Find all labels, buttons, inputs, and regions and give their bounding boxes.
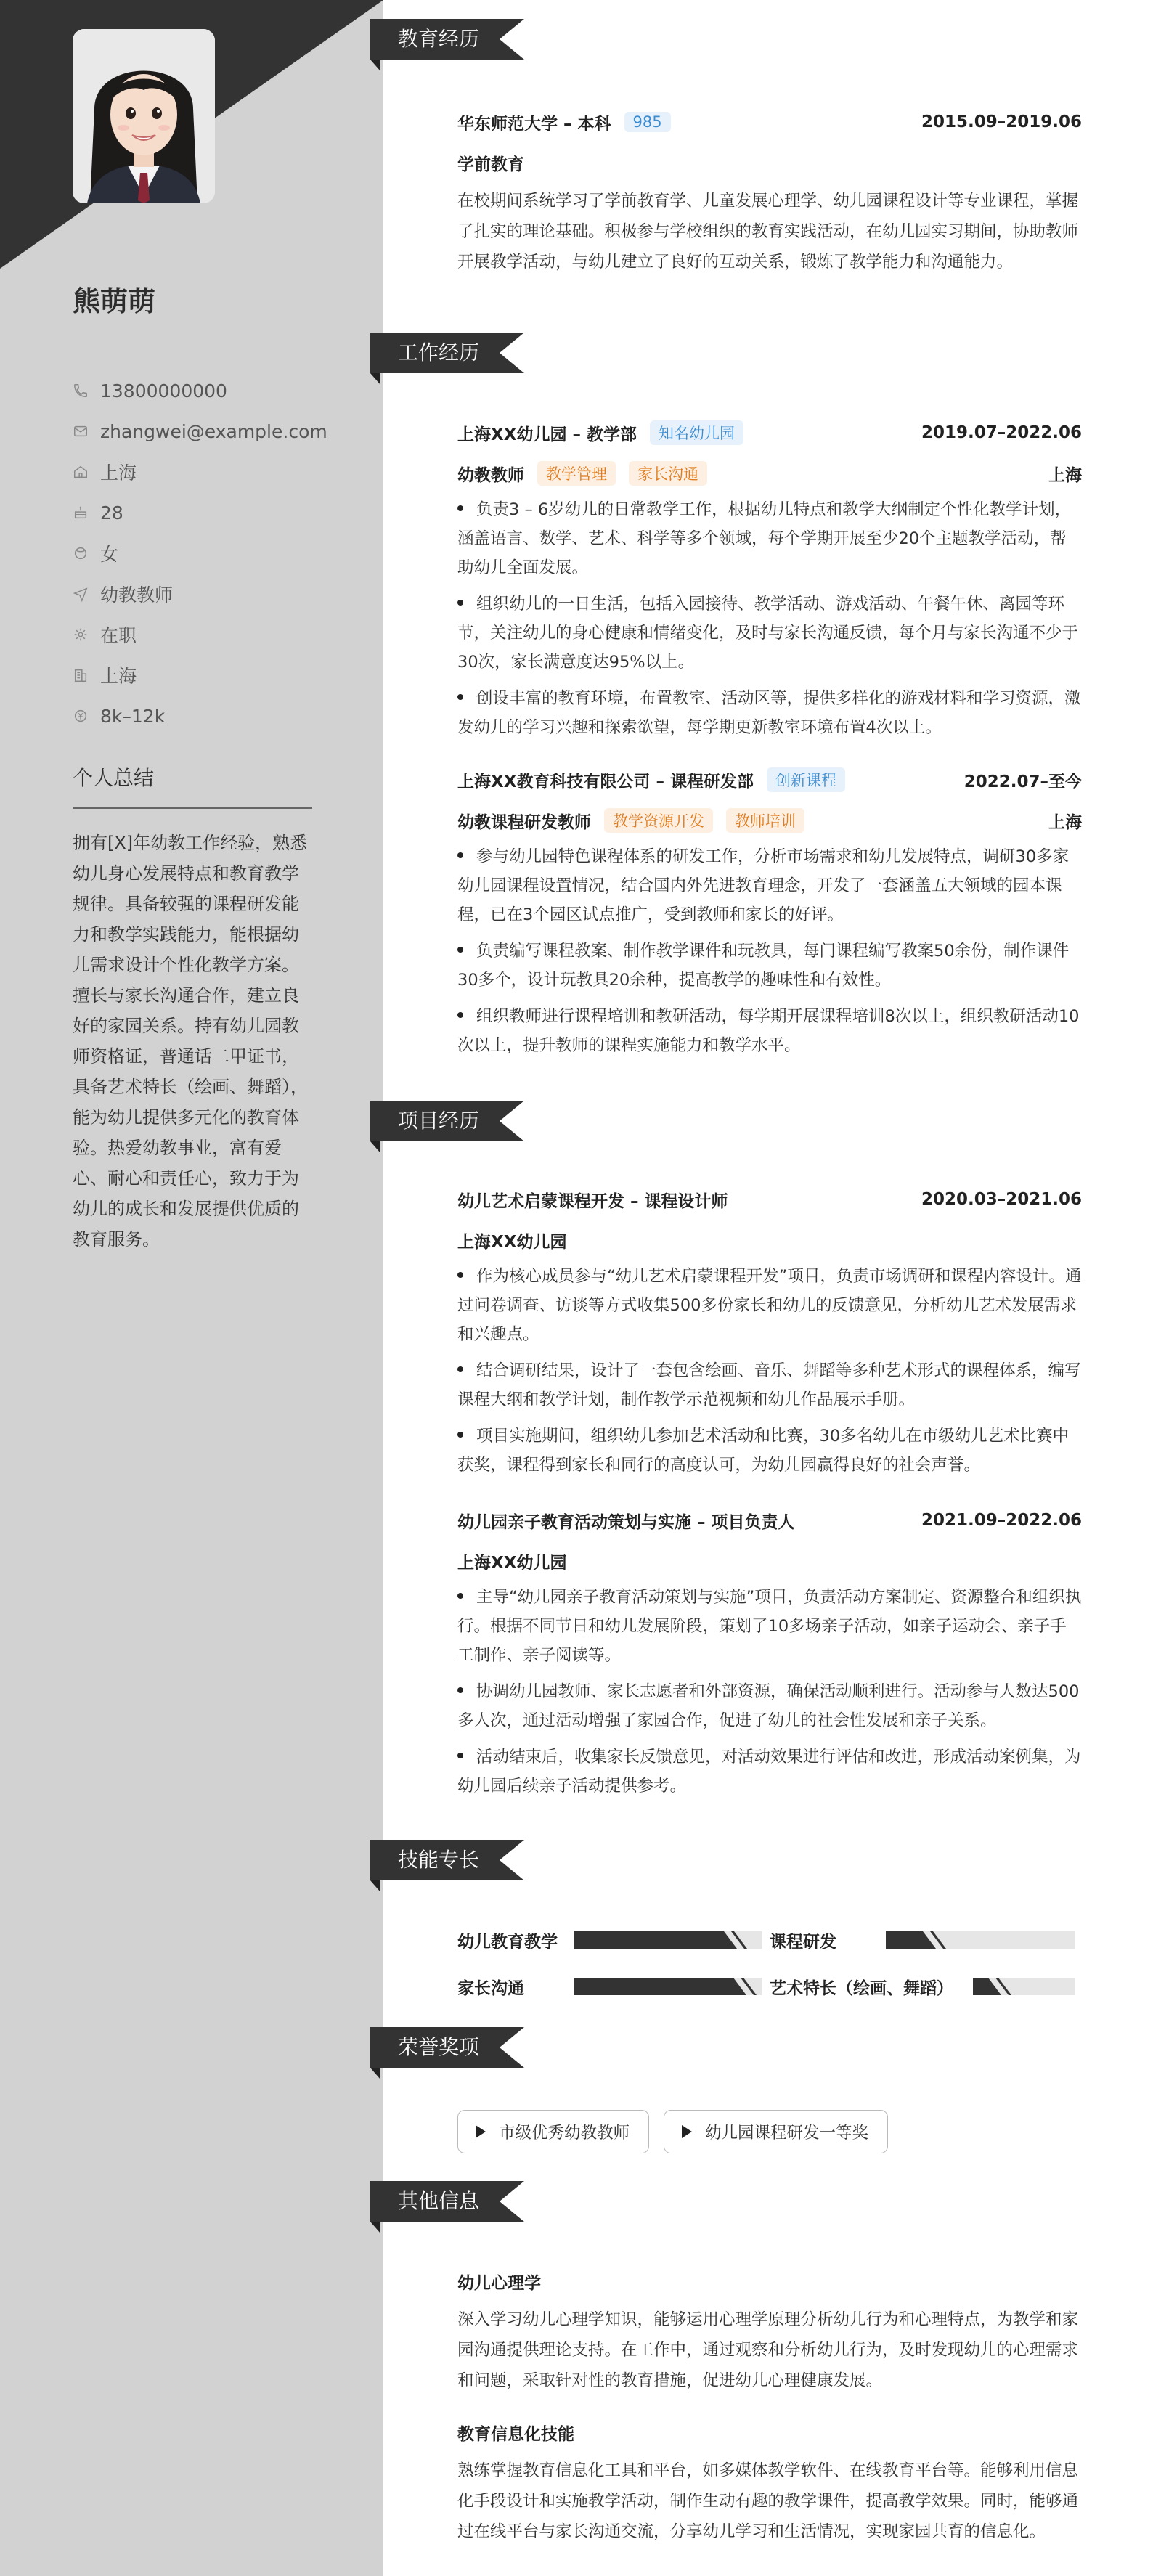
work-date: 2019.07–2022.06	[921, 423, 1082, 442]
honor-badge: 幼儿园课程研发一等奖	[664, 2110, 888, 2153]
sidebar	[0, 0, 383, 2576]
section-title: 其他信息	[398, 2189, 480, 2213]
work-entry	[457, 765, 1082, 1067]
work-role: 幼教课程研发教师	[457, 812, 591, 832]
role-tag: 教师培训	[726, 808, 804, 833]
contact-list	[73, 370, 327, 736]
contact-text: 在职	[100, 625, 137, 646]
contact-email	[73, 411, 327, 452]
section-title: 项目经历	[398, 1109, 480, 1133]
skill-bar	[886, 1931, 1075, 1949]
play-triangle-icon	[476, 2125, 486, 2138]
contact-phone	[73, 370, 312, 411]
project-bullets	[457, 1583, 1082, 1801]
work-location: 上海	[1048, 465, 1082, 485]
project-bullets	[457, 1262, 1082, 1480]
summary-text: 拥有[X]年幼教工作经验，熟悉幼儿身心发展特点和教育教学规律。具备较强的课程研发能力和教学实践能力，能根据幼儿需求设计个性化教学方案。擅长与家长沟通合作，建立良好的家园关系。持有幼儿园教师资格证，普通话二甲证书，具备艺术特长（绘画、舞蹈），能为幼儿提供多元化的教育体验。热爱幼教事业，富有爱心、耐心和责任心，致力于为幼儿的成长和发展提供优质的教育服务。	[73, 833, 308, 1250]
avatar-illustration	[73, 29, 215, 203]
salary-icon	[73, 708, 89, 724]
contact-gender	[73, 533, 312, 574]
other-entry	[457, 2418, 1082, 2547]
role-tag: 教学管理	[537, 461, 616, 486]
work-org: 上海XX幼儿园 – 教学部	[457, 425, 637, 444]
list-item: 负责3 – 6岁幼儿的日常教学工作，根据幼儿特点和教学大纲制定个性化教学计划，涵盖语言、数学、艺术、科学等多个领域，每个学期开展至少20个主题教学活动，帮助幼儿全面发展。	[457, 500, 1072, 577]
work-bullets	[457, 842, 1082, 1060]
contact-text: 13800000000	[100, 380, 227, 402]
skill-item	[770, 1975, 1082, 1999]
list-item: 负责编写课程教案、制作教学课件和玩教具，每门课程编写教案50余份，制作课件30多个，设计玩教具20余种，提高教学的趣味性和有效性。	[457, 942, 1070, 990]
project-title: 幼儿艺术启蒙课程开发 – 课程设计师	[457, 1191, 728, 1211]
honor-badge: 市级优秀幼教教师	[457, 2110, 649, 2153]
contact-text: 8k–12k	[100, 705, 166, 727]
work-org-tag: 知名幼儿园	[650, 420, 743, 445]
other-title: 教育信息化技能	[457, 2424, 574, 2444]
skill-bar	[973, 1978, 1075, 1995]
section-title: 教育经历	[398, 27, 480, 51]
skill-bar-fill	[574, 1978, 757, 1995]
work-bullets	[457, 495, 1082, 742]
contact-salary	[73, 696, 312, 736]
profile-photo	[73, 29, 215, 203]
contact-work-city	[73, 655, 312, 696]
section-header-honors	[370, 2027, 524, 2082]
list-item: 创设丰富的教育环境，布置教室、活动区等，提供多样化的游戏材料和学习资源，激发幼儿的学习兴趣和探索欲望，每学期更新教室环境布置4次以上。	[457, 689, 1081, 737]
section-header-other	[370, 2181, 524, 2236]
skill-name: 课程研发	[770, 1932, 836, 1952]
skill-item	[770, 1928, 1082, 1952]
project-org: 上海XX幼儿园	[457, 1232, 567, 1252]
section-title: 技能专长	[398, 1848, 480, 1872]
major: 学前教育	[457, 155, 524, 174]
section-title: 荣誉奖项	[398, 2035, 480, 2059]
gender-icon	[73, 545, 89, 561]
contact-text: 28	[100, 502, 123, 523]
list-item: 作为核心成员参与“幼儿艺术启蒙课程开发”项目，负责市场调研和课程内容设计。通过问卷调查、访谈等方式收集500多份家长和幼儿的反馈意见，分析幼儿艺术发展需求和兴趣点。	[457, 1267, 1082, 1344]
work-location: 上海	[1048, 812, 1082, 832]
building-icon	[73, 667, 89, 683]
skill-name: 家长沟通	[457, 1978, 524, 1998]
other-title: 幼儿心理学	[457, 2273, 541, 2293]
contact-text: 女	[100, 544, 119, 565]
section-header-skills	[370, 1840, 524, 1895]
role-tag: 家长沟通	[629, 461, 707, 486]
education-description: 在校期间系统学习了学前教育学、儿童发展心理学、幼儿园课程设计等专业课程，掌握了扎实的理论基础。积极参与学校组织的教育实践活动，在幼儿园实习期间，协助教师开展教学活动，与幼儿建立了良好的互动关系，锻炼了教学能力和沟通能力。	[457, 192, 1079, 272]
skill-name: 艺术特长（绘画、舞蹈）	[770, 1978, 953, 1998]
contact-status	[73, 614, 312, 655]
other-description: 熟练掌握教育信息化工具和平台，如多媒体教学软件、在线教育平台等。能够利用信息化手段设计和实施教学活动，制作生动有趣的教学课件，提高教学效果。同时，能够通过在线平台与家长沟通交流，分享幼儿学习和生活情况，实现家园共育的信息化。	[457, 2461, 1079, 2541]
contact-text: 上海	[100, 462, 137, 484]
work-org-tag: 创新课程	[767, 767, 845, 792]
skill-bar	[574, 1978, 762, 1995]
list-item: 组织幼儿的一日生活，包括入园接待、教学活动、游戏活动、午餐午休、离园等环节，关注幼儿的身心健康和情绪变化，及时与家长沟通反馈，每个月与家长沟通不少于30次，家长满意度达95%以上。	[457, 595, 1079, 672]
play-triangle-icon	[682, 2125, 692, 2138]
project-entry	[457, 1506, 1082, 1808]
project-org: 上海XX幼儿园	[457, 1553, 567, 1573]
contact-position	[73, 574, 312, 614]
summary-title: 个人总结	[73, 762, 312, 809]
list-item: 组织教师进行课程培训和教研活动，每学期开展课程培训8次以上，组织教研活动10次以上，提升教师的课程实施能力和教学水平。	[457, 1007, 1080, 1055]
email-icon	[73, 423, 89, 439]
project-date: 2020.03–2021.06	[921, 1190, 1082, 1209]
skill-name: 幼儿教育教学	[457, 1932, 558, 1952]
honors-list	[457, 2110, 888, 2153]
work-date: 2022.07–至今	[963, 772, 1082, 791]
role-tag: 教学资源开发	[604, 808, 713, 833]
skill-item	[457, 1975, 770, 1999]
contact-text: zhangwei@example.com	[100, 420, 327, 442]
school-name: 华东师范大学 – 本科	[457, 114, 611, 134]
age-icon	[73, 505, 89, 521]
other-description: 深入学习幼儿心理学知识，能够运用心理学原理分析幼儿行为和心理特点，为教学和家园沟通提供理论支持。在工作中，通过观察和分析幼儿行为，及时发现幼儿的心理需求和问题，采取针对性的教育措施，促进幼儿心理健康发展。	[457, 2310, 1079, 2390]
list-item: 参与幼儿园特色课程体系的研发工作，分析市场需求和幼儿发展特点，调研30多家幼儿园课程设置情况，结合国内外先进教育理念，开发了一套涵盖五大领域的园本课程，已在3个园区试点推广，受到教师和家长的好评。	[457, 847, 1070, 924]
section-header-education	[370, 19, 524, 74]
list-item: 活动结束后，收集家长反馈意见，对活动效果进行评估和改进，形成活动案例集，为幼儿园后续亲子活动提供参考。	[457, 1748, 1081, 1796]
section-header-projects	[370, 1101, 524, 1156]
work-role: 幼教教师	[457, 465, 524, 485]
list-item: 结合调研结果，设计了一套包含绘画、音乐、舞蹈等多种艺术形式的课程体系，编写课程大纲和教学计划，制作教学示范视频和幼儿作品展示手册。	[457, 1361, 1081, 1409]
project-entry	[457, 1185, 1082, 1487]
candidate-name: 熊萌萌	[73, 285, 156, 317]
contact-age	[73, 492, 312, 533]
skill-item	[457, 1928, 770, 1952]
skill-bar	[574, 1931, 762, 1949]
list-item: 协调幼儿园教师、家长志愿者和外部资源，确保活动顺利进行。活动参与人数达500多人次，通过活动增强了家园合作，促进了幼儿的社会性发展和亲子关系。	[457, 1682, 1080, 1730]
skill-bar-fill	[574, 1931, 747, 1949]
skills-grid	[457, 1917, 1082, 2010]
status-icon	[73, 627, 89, 643]
list-item: 项目实施期间，组织幼儿参加艺术活动和比赛，30多名幼儿在市级幼儿艺术比赛中获奖，课程得到家长和同行的高度认可，为幼儿园赢得良好的社会声誉。	[457, 1427, 1070, 1475]
project-date: 2021.09–2022.06	[921, 1511, 1082, 1530]
contact-text: 幼教教师	[100, 584, 174, 606]
section-title: 工作经历	[398, 341, 480, 364]
education-entry	[457, 107, 1082, 277]
school-tag: 985	[624, 112, 671, 132]
project-title: 幼儿园亲子教育活动策划与实施 – 项目负责人	[457, 1512, 795, 1532]
home-icon	[73, 464, 89, 480]
work-org: 上海XX教育科技有限公司 – 课程研发部	[457, 772, 754, 791]
paper-plane-icon	[73, 586, 89, 602]
phone-icon	[73, 383, 89, 399]
education-date: 2015.09–2019.06	[921, 113, 1082, 131]
work-entry	[457, 418, 1082, 749]
contact-city	[73, 452, 312, 492]
list-item: 主导“幼儿园亲子教育活动策划与实施”项目，负责活动方案制定、资源整合和组织执行。根据不同节日和幼儿发展阶段，策划了10多场亲子活动，如亲子运动会、亲子手工制作、亲子阅读等。	[457, 1588, 1082, 1665]
section-header-work	[370, 333, 524, 388]
other-entry	[457, 2267, 1082, 2396]
contact-text: 上海	[100, 666, 137, 687]
